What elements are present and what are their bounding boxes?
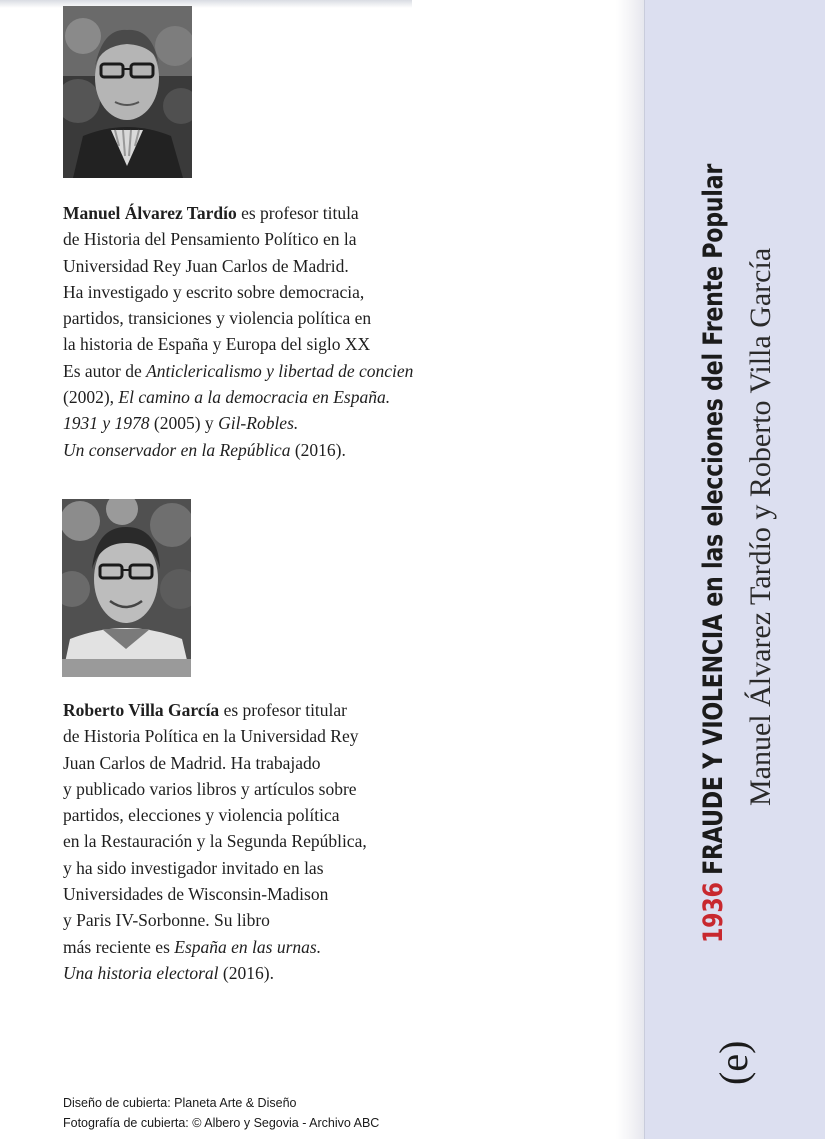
bio-line bbox=[63, 934, 417, 960]
bio-line: de Historia Política en la Universidad Rey bbox=[63, 726, 359, 747]
bio-line: Juan Carlos de Madrid. Ha trabajado bbox=[63, 752, 321, 773]
publisher-logo-icon: (e) bbox=[711, 1040, 756, 1085]
spine-title bbox=[698, 164, 729, 943]
book-title: Anticlericalismo y libertad de concien bbox=[146, 360, 414, 381]
cover-credits bbox=[63, 1093, 379, 1133]
spine-authors: Manuel Álvarez Tardío y Roberto Villa García bbox=[744, 247, 777, 806]
bio-line bbox=[63, 384, 417, 410]
author-name: Roberto Villa García bbox=[63, 700, 220, 720]
author-bio-villa bbox=[63, 697, 417, 986]
bio-line bbox=[63, 358, 417, 384]
bio-line: Universidades de Wisconsin-Madison bbox=[63, 884, 329, 905]
bio-line: partidos, transiciones y violencia política en bbox=[63, 308, 372, 329]
bio-line: y publicado varios libros y artículos sobre bbox=[63, 778, 357, 799]
bio-text: (2016). bbox=[218, 962, 274, 983]
book-title: España en las urnas. bbox=[174, 936, 322, 957]
bio-line bbox=[63, 437, 417, 463]
bio-text: Es autor de bbox=[63, 360, 147, 381]
spine-rotated-content bbox=[645, 0, 825, 1139]
spine-year: 1936 bbox=[698, 882, 729, 943]
book-title: Gil-Robles. bbox=[218, 413, 299, 434]
bio-line: de Historia del Pensamiento Político en la bbox=[63, 229, 357, 250]
author-name: Manuel Álvarez Tardío bbox=[63, 203, 237, 223]
author-photo-alvarez bbox=[63, 6, 192, 178]
spine-title-text: FRAUDE Y VIOLENCIA en las elecciones del Frente Popular bbox=[698, 163, 729, 875]
bio-line bbox=[63, 960, 417, 986]
bio-line: Ha investigado y escrito sobre democracia, bbox=[63, 281, 365, 302]
bio-text: (2002), bbox=[63, 387, 119, 408]
bio-text: es profesor titula bbox=[236, 203, 359, 223]
bio-line: en la Restauración y la Segunda República, bbox=[63, 831, 367, 852]
book-title: El camino a la democracia en España. bbox=[118, 387, 391, 408]
bio-text: (2016). bbox=[290, 439, 346, 460]
bio-line: y ha sido investigador invitado en las bbox=[63, 857, 324, 878]
book-spine bbox=[644, 0, 825, 1139]
book-title: 1931 y 1978 bbox=[63, 413, 150, 434]
bio-text: es profesor titular bbox=[219, 700, 347, 720]
photo-credit: Fotografía de cubierta: © Albero y Segovia - Archivo ABC bbox=[63, 1116, 380, 1130]
bio-line: la historia de España y Europa del siglo XX bbox=[63, 334, 371, 355]
book-title: Un conservador en la República bbox=[63, 439, 291, 460]
bio-line bbox=[63, 697, 417, 723]
author-photo-villa bbox=[62, 499, 191, 677]
bio-line: Universidad Rey Juan Carlos de Madrid. bbox=[63, 255, 349, 276]
top-edge bbox=[0, 0, 412, 8]
bio-line bbox=[63, 410, 417, 436]
bio-line bbox=[63, 200, 417, 226]
bio-line: y Paris IV-Sorbonne. Su libro bbox=[63, 910, 270, 931]
spine-gutter bbox=[616, 0, 644, 1139]
bio-text: (2005) y bbox=[149, 413, 219, 434]
bio-text: más reciente es bbox=[63, 936, 175, 957]
design-credit: Diseño de cubierta: Planeta Arte & Diseño bbox=[63, 1096, 297, 1110]
author-bio-alvarez bbox=[63, 200, 417, 463]
bio-line: partidos, elecciones y violencia política bbox=[63, 805, 340, 826]
book-title: Una historia electoral bbox=[63, 962, 219, 983]
